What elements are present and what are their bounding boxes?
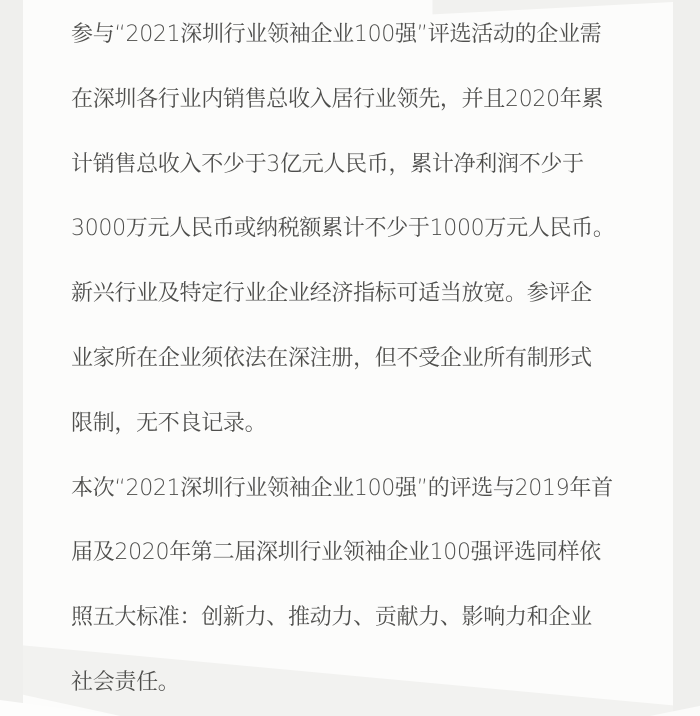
text-line: 届及2020年第二届深圳行业领袖企业100强评选同样依 (71, 540, 601, 566)
article-page (23, 0, 673, 716)
article-text (23, 0, 673, 716)
text-line: 3000万元人民币或纳税额累计不少于1000万元人民币。 (71, 216, 615, 242)
text-line: 计销售总收入不少于3亿元人民币，累计净利润不少于 (71, 151, 584, 177)
text-line: 本次“2021深圳行业领袖企业100强”的评选与2019年首 (71, 475, 613, 501)
text-line: 在深圳各行业内销售总收入居行业领先，并且2020年累 (71, 86, 604, 112)
text-line: 业家所在企业须依法在深注册，但不受企业所有制形式 (71, 345, 592, 371)
text-line: 新兴行业及特定行业企业经济指标可适当放宽。参评企 (71, 281, 592, 307)
page-margin-left (0, 0, 23, 716)
text-line: 社会责任。 (71, 669, 180, 695)
page-margin-right (673, 0, 700, 716)
text-line: 限制，无不良记录。 (71, 410, 267, 436)
text-line: 照五大标准：创新力、推动力、贡献力、影响力和企业 (71, 605, 592, 631)
text-line: 参与“2021深圳行业领袖企业100强”评选活动的企业需 (71, 22, 602, 47)
